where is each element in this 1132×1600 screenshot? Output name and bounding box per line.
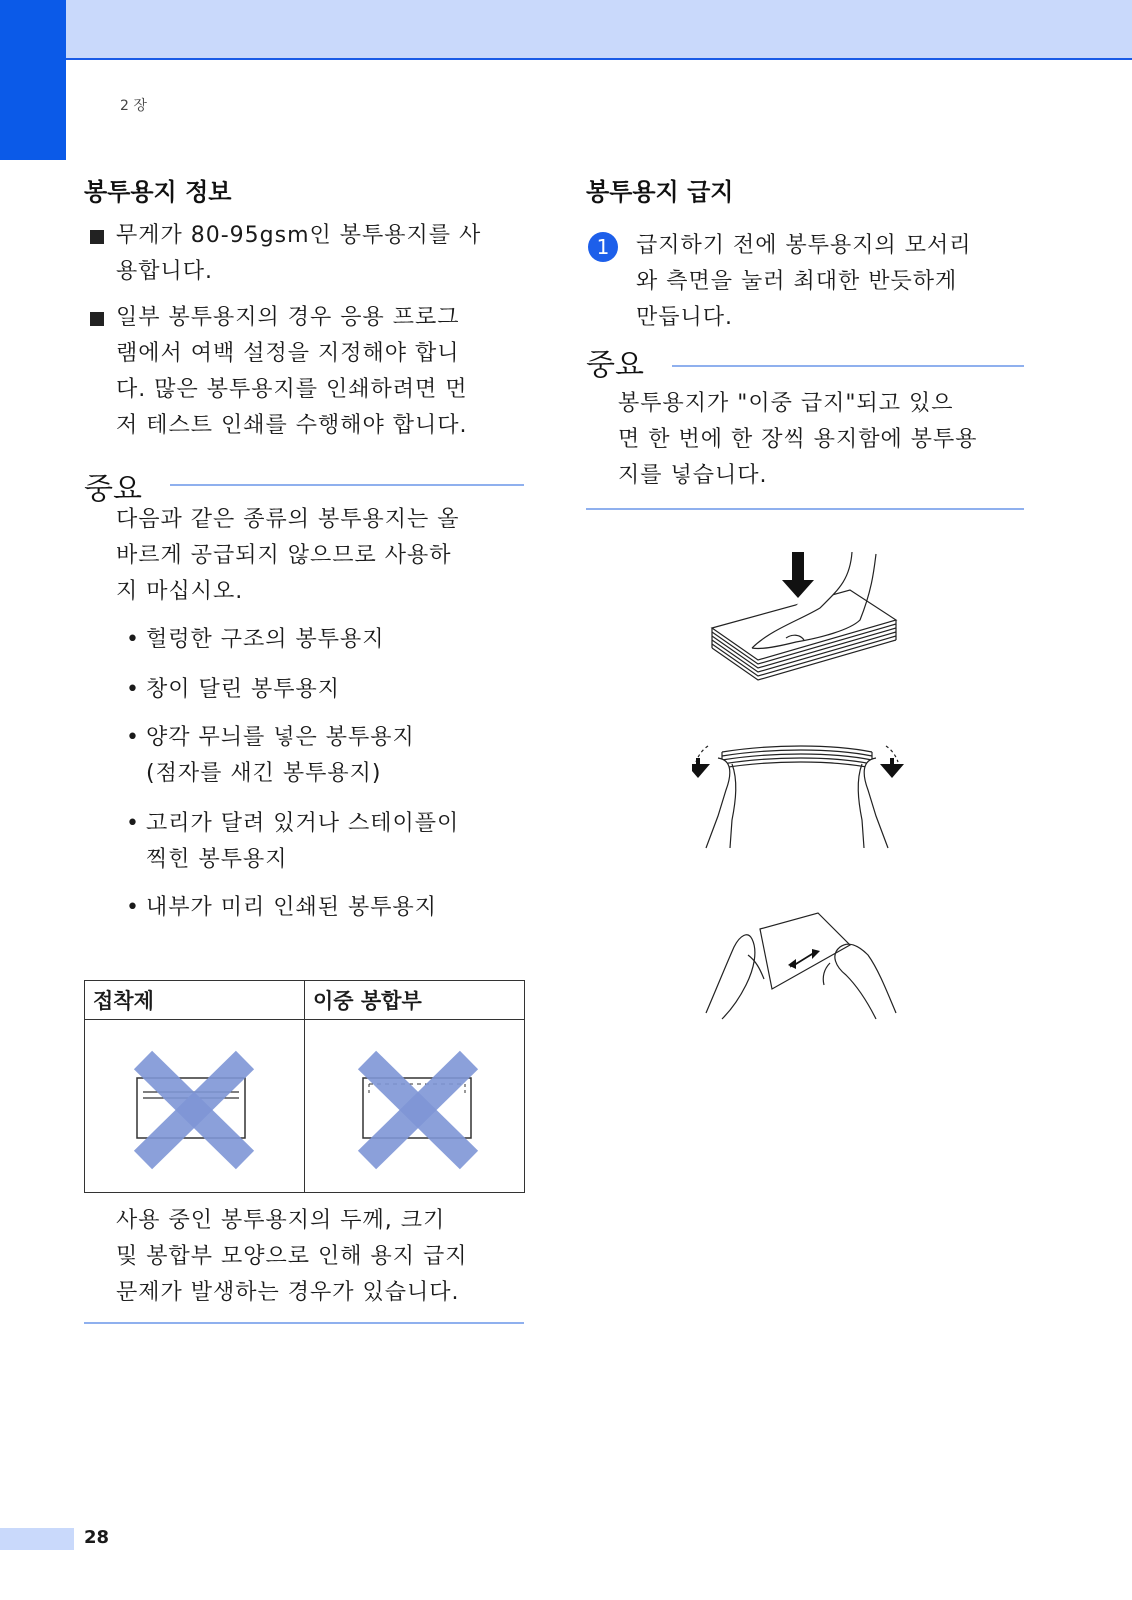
crossed-envelope-icon: [305, 1020, 524, 1188]
important-rule-right: [672, 365, 1024, 367]
page-number-band: [0, 1528, 74, 1550]
chapter-tab: [0, 0, 66, 160]
important-end-rule-right: [586, 508, 1024, 510]
step-text: 급지하기 전에 봉투용지의 모서리 와 측면을 눌러 최대한 반듯하게 만듭니다.: [636, 233, 972, 330]
header-band: [0, 0, 1132, 60]
bullet-item: 일부 봉투용지의 경우 응용 프로그 램에서 여백 설정을 지정해야 합니 다. 많은 봉투용지를 인쇄하려면 먼 저 테스트 인쇄를 수행해야 합니다.: [116, 300, 526, 444]
important-rule: [170, 484, 524, 486]
note-end-rule: [84, 1322, 524, 1324]
list-item: • 양각 무늬를 넣은 봉투용지 (점자를 새긴 봉투용지): [146, 720, 415, 792]
envelope-table: [84, 980, 525, 1193]
press-envelope-stack-illustration: [700, 550, 910, 700]
envelope-info-heading: 봉투용지 정보: [84, 178, 232, 206]
list-item: • 창이 달린 봉투용지: [146, 672, 340, 708]
double-flap-envelope-cell: [305, 1020, 525, 1193]
bullet-item: 무게가 80-95gsm인 봉투용지를 사 용합니다.: [116, 218, 516, 290]
important-title-right: 중요: [586, 348, 644, 383]
important-intro: 다음과 같은 종류의 봉투용지는 올 바르게 공급되지 않으므로 사용하 지 마십시오.: [116, 507, 460, 604]
square-bullet-icon: [90, 230, 104, 244]
crossed-envelope-icon: [85, 1020, 304, 1188]
step-number-badge: 1: [588, 232, 618, 262]
important-title: 중요: [84, 472, 142, 507]
table-header-double-flap: 이중 봉합부: [305, 981, 525, 1020]
list-item: • 헐렁한 구조의 봉투용지: [146, 622, 385, 658]
adhesive-envelope-cell: [85, 1020, 305, 1193]
important-text-right: 봉투용지가 "이중 급지"되고 있으 면 한 번에 한 장씩 용지함에 봉투용 지를 넣습니다.: [618, 391, 978, 488]
list-item: • 내부가 미리 인쇄된 봉투용지: [146, 890, 437, 926]
page-number: 28: [84, 1527, 110, 1548]
envelope-note: 사용 중인 봉투용지의 두께, 크기 및 봉합부 모양으로 인해 용지 급지 문제가 발생하는 경우가 있습니다.: [116, 1208, 468, 1305]
flatten-edge-illustration: [700, 905, 910, 1025]
list-item: • 고리가 달려 있거나 스테이플이 찍힌 봉투용지: [146, 806, 459, 878]
bend-envelopes-illustration: [692, 740, 912, 860]
table-header-adhesive: 접착제: [85, 981, 305, 1020]
chapter-label: 2 장: [120, 98, 147, 114]
square-bullet-icon: [90, 312, 104, 326]
envelope-loading-heading: 봉투용지 급지: [586, 178, 734, 206]
